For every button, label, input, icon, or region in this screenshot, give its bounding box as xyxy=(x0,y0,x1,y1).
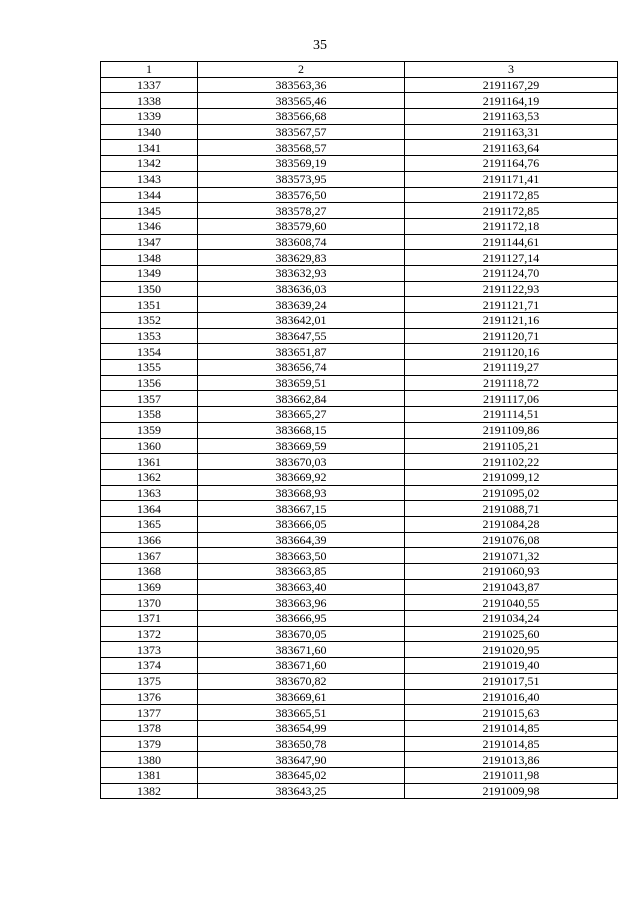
table-cell-col-1: 1370 xyxy=(101,595,198,611)
table-row xyxy=(101,767,618,783)
table-cell-col-1: 1347 xyxy=(101,234,198,250)
table-cell-col-1: 1351 xyxy=(101,297,198,313)
table-row xyxy=(101,689,618,705)
table-cell-col-2: 383671,60 xyxy=(198,642,405,658)
table-cell-col-1: 1343 xyxy=(101,171,198,187)
table-cell-col-3: 2191119,27 xyxy=(405,360,618,376)
table-row xyxy=(101,720,618,736)
table-cell-col-2: 383632,93 xyxy=(198,265,405,281)
table-cell-col-1: 1348 xyxy=(101,250,198,266)
table-cell-col-3: 2191043,87 xyxy=(405,579,618,595)
table-cell-col-3: 2191163,31 xyxy=(405,124,618,140)
table-cell-col-1: 1357 xyxy=(101,391,198,407)
table-cell-col-1: 1344 xyxy=(101,187,198,203)
table-cell-col-2: 383670,05 xyxy=(198,626,405,642)
table-cell-col-3: 2191144,61 xyxy=(405,234,618,250)
table-row xyxy=(101,564,618,580)
table-cell-col-1: 1360 xyxy=(101,438,198,454)
table-cell-col-3: 2191167,29 xyxy=(405,77,618,93)
table-cell-col-1: 1379 xyxy=(101,736,198,752)
table-cell-col-1: 1378 xyxy=(101,720,198,736)
table-row xyxy=(101,313,618,329)
table-row xyxy=(101,281,618,297)
table-cell-col-2: 383645,02 xyxy=(198,767,405,783)
table-cell-col-3: 2191095,02 xyxy=(405,485,618,501)
table-cell-col-2: 383647,90 xyxy=(198,752,405,768)
table-cell-col-2: 383670,03 xyxy=(198,454,405,470)
table-cell-col-2: 383663,50 xyxy=(198,548,405,564)
table-cell-col-3: 2191172,18 xyxy=(405,218,618,234)
table-cell-col-3: 2191164,19 xyxy=(405,93,618,109)
table-cell-col-2: 383566,68 xyxy=(198,109,405,125)
table-cell-col-1: 1339 xyxy=(101,109,198,125)
table-cell-col-3: 2191040,55 xyxy=(405,595,618,611)
table-cell-col-3: 2191120,16 xyxy=(405,344,618,360)
table-cell-col-1: 1345 xyxy=(101,203,198,219)
table-cell-col-3: 2191020,95 xyxy=(405,642,618,658)
table-cell-col-2: 383662,84 xyxy=(198,391,405,407)
table-cell-col-2: 383608,74 xyxy=(198,234,405,250)
table-row xyxy=(101,438,618,454)
table-cell-col-1: 1382 xyxy=(101,783,198,799)
table-cell-col-2: 383578,27 xyxy=(198,203,405,219)
table-row xyxy=(101,611,618,627)
page-number: 35 xyxy=(313,38,327,53)
table-row xyxy=(101,203,618,219)
table-cell-col-2: 383579,60 xyxy=(198,218,405,234)
table-cell-col-2: 383569,19 xyxy=(198,156,405,172)
table-cell-col-2: 383669,59 xyxy=(198,438,405,454)
table-row xyxy=(101,77,618,93)
table-cell-col-2: 383671,60 xyxy=(198,658,405,674)
table-row xyxy=(101,360,618,376)
column-header-1: 1 xyxy=(101,62,198,78)
table-cell-col-3: 2191034,24 xyxy=(405,611,618,627)
table-cell-col-3: 2191171,41 xyxy=(405,171,618,187)
table-cell-col-1: 1363 xyxy=(101,485,198,501)
table-row xyxy=(101,736,618,752)
table-cell-col-2: 383669,61 xyxy=(198,689,405,705)
table-cell-col-2: 383666,95 xyxy=(198,611,405,627)
table-header-row xyxy=(101,62,618,78)
table-row xyxy=(101,265,618,281)
table-cell-col-1: 1380 xyxy=(101,752,198,768)
table-cell-col-2: 383668,15 xyxy=(198,422,405,438)
table-cell-col-3: 2191127,14 xyxy=(405,250,618,266)
table-cell-col-3: 2191014,85 xyxy=(405,736,618,752)
table-cell-col-3: 2191084,28 xyxy=(405,516,618,532)
table-cell-col-3: 2191172,85 xyxy=(405,203,618,219)
table-cell-col-1: 1381 xyxy=(101,767,198,783)
table-row xyxy=(101,422,618,438)
table-cell-col-2: 383650,78 xyxy=(198,736,405,752)
table-cell-col-3: 2191011,98 xyxy=(405,767,618,783)
table-cell-col-2: 383643,25 xyxy=(198,783,405,799)
table-row xyxy=(101,469,618,485)
table-cell-col-2: 383576,50 xyxy=(198,187,405,203)
table-row xyxy=(101,171,618,187)
table-cell-col-1: 1342 xyxy=(101,156,198,172)
table-cell-col-2: 383654,99 xyxy=(198,720,405,736)
table-body xyxy=(101,77,618,799)
table-row xyxy=(101,673,618,689)
table-cell-col-3: 2191019,40 xyxy=(405,658,618,674)
table-cell-col-3: 2191014,85 xyxy=(405,720,618,736)
table-cell-col-1: 1349 xyxy=(101,265,198,281)
table-row xyxy=(101,218,618,234)
table-row xyxy=(101,109,618,125)
table-cell-col-3: 2191120,71 xyxy=(405,328,618,344)
table-cell-col-2: 383663,40 xyxy=(198,579,405,595)
table-cell-col-3: 2191121,16 xyxy=(405,313,618,329)
table-cell-col-3: 2191124,70 xyxy=(405,265,618,281)
table-cell-col-2: 383667,15 xyxy=(198,501,405,517)
table-cell-col-1: 1359 xyxy=(101,422,198,438)
table-cell-col-3: 2191114,51 xyxy=(405,407,618,423)
table-cell-col-1: 1358 xyxy=(101,407,198,423)
table-cell-col-1: 1355 xyxy=(101,360,198,376)
table-cell-col-2: 383663,85 xyxy=(198,564,405,580)
table-cell-col-1: 1375 xyxy=(101,673,198,689)
table-row xyxy=(101,752,618,768)
table-cell-col-2: 383659,51 xyxy=(198,375,405,391)
table-row xyxy=(101,642,618,658)
table-cell-col-1: 1362 xyxy=(101,469,198,485)
table-row xyxy=(101,626,618,642)
table-cell-col-3: 2191009,98 xyxy=(405,783,618,799)
table-cell-col-2: 383565,46 xyxy=(198,93,405,109)
table-row xyxy=(101,234,618,250)
table-cell-col-2: 383567,57 xyxy=(198,124,405,140)
table-cell-col-3: 2191071,32 xyxy=(405,548,618,564)
table-row xyxy=(101,705,618,721)
table-cell-col-1: 1337 xyxy=(101,77,198,93)
column-header-2: 2 xyxy=(198,62,405,78)
table-row xyxy=(101,93,618,109)
table-cell-col-3: 2191099,12 xyxy=(405,469,618,485)
table-cell-col-3: 2191076,08 xyxy=(405,532,618,548)
table-cell-col-1: 1346 xyxy=(101,218,198,234)
coordinates-table xyxy=(100,61,618,799)
table-row xyxy=(101,579,618,595)
table-cell-col-2: 383663,96 xyxy=(198,595,405,611)
table-row xyxy=(101,516,618,532)
table-cell-col-1: 1353 xyxy=(101,328,198,344)
table-row xyxy=(101,783,618,799)
table-cell-col-3: 2191163,64 xyxy=(405,140,618,156)
table-cell-col-1: 1338 xyxy=(101,93,198,109)
table-cell-col-3: 2191013,86 xyxy=(405,752,618,768)
table-cell-col-1: 1341 xyxy=(101,140,198,156)
table-cell-col-2: 383629,83 xyxy=(198,250,405,266)
table-cell-col-3: 2191117,06 xyxy=(405,391,618,407)
table-cell-col-3: 2191163,53 xyxy=(405,109,618,125)
table-row xyxy=(101,391,618,407)
table-cell-col-1: 1367 xyxy=(101,548,198,564)
table-cell-col-3: 2191016,40 xyxy=(405,689,618,705)
table-cell-col-3: 2191105,21 xyxy=(405,438,618,454)
table-row xyxy=(101,454,618,470)
table-row xyxy=(101,140,618,156)
table-cell-col-3: 2191017,51 xyxy=(405,673,618,689)
table-cell-col-3: 2191121,71 xyxy=(405,297,618,313)
table-cell-col-2: 383656,74 xyxy=(198,360,405,376)
table-cell-col-2: 383664,39 xyxy=(198,532,405,548)
table-cell-col-2: 383665,27 xyxy=(198,407,405,423)
table-cell-col-1: 1371 xyxy=(101,611,198,627)
table-cell-col-2: 383563,36 xyxy=(198,77,405,93)
table-cell-col-1: 1365 xyxy=(101,516,198,532)
table-row xyxy=(101,250,618,266)
table-row xyxy=(101,407,618,423)
table-cell-col-1: 1361 xyxy=(101,454,198,470)
table-cell-col-2: 383573,95 xyxy=(198,171,405,187)
table-cell-col-1: 1369 xyxy=(101,579,198,595)
table-row xyxy=(101,375,618,391)
table-cell-col-2: 383651,87 xyxy=(198,344,405,360)
table-row xyxy=(101,548,618,564)
table-cell-col-2: 383665,51 xyxy=(198,705,405,721)
table-cell-col-2: 383668,93 xyxy=(198,485,405,501)
table-row xyxy=(101,344,618,360)
table-cell-col-1: 1340 xyxy=(101,124,198,140)
table-row xyxy=(101,501,618,517)
table-cell-col-3: 2191060,93 xyxy=(405,564,618,580)
table-cell-col-2: 383642,01 xyxy=(198,313,405,329)
table-row xyxy=(101,658,618,674)
table-cell-col-1: 1372 xyxy=(101,626,198,642)
table-cell-col-2: 383647,55 xyxy=(198,328,405,344)
table-cell-col-1: 1377 xyxy=(101,705,198,721)
table-row xyxy=(101,595,618,611)
table-cell-col-1: 1368 xyxy=(101,564,198,580)
table-row xyxy=(101,532,618,548)
table-row xyxy=(101,328,618,344)
table-cell-col-3: 2191109,86 xyxy=(405,422,618,438)
table-cell-col-2: 383636,03 xyxy=(198,281,405,297)
table-cell-col-1: 1352 xyxy=(101,313,198,329)
table-cell-col-3: 2191118,72 xyxy=(405,375,618,391)
column-header-3: 3 xyxy=(405,62,618,78)
table-cell-col-1: 1354 xyxy=(101,344,198,360)
table-cell-col-2: 383670,82 xyxy=(198,673,405,689)
table-cell-col-1: 1374 xyxy=(101,658,198,674)
table-cell-col-1: 1366 xyxy=(101,532,198,548)
table-cell-col-1: 1350 xyxy=(101,281,198,297)
table-row xyxy=(101,187,618,203)
table-cell-col-3: 2191164,76 xyxy=(405,156,618,172)
table-cell-col-3: 2191025,60 xyxy=(405,626,618,642)
table-row xyxy=(101,156,618,172)
table-cell-col-3: 2191172,85 xyxy=(405,187,618,203)
table-row xyxy=(101,124,618,140)
table-cell-col-3: 2191088,71 xyxy=(405,501,618,517)
table-cell-col-2: 383669,92 xyxy=(198,469,405,485)
table-cell-col-2: 383639,24 xyxy=(198,297,405,313)
table-cell-col-1: 1356 xyxy=(101,375,198,391)
table-cell-col-2: 383568,57 xyxy=(198,140,405,156)
table-cell-col-3: 2191102,22 xyxy=(405,454,618,470)
table-cell-col-1: 1364 xyxy=(101,501,198,517)
table-row xyxy=(101,485,618,501)
table-cell-col-1: 1373 xyxy=(101,642,198,658)
table-cell-col-2: 383666,05 xyxy=(198,516,405,532)
table-cell-col-3: 2191122,93 xyxy=(405,281,618,297)
table-row xyxy=(101,297,618,313)
table-cell-col-1: 1376 xyxy=(101,689,198,705)
table-cell-col-3: 2191015,63 xyxy=(405,705,618,721)
